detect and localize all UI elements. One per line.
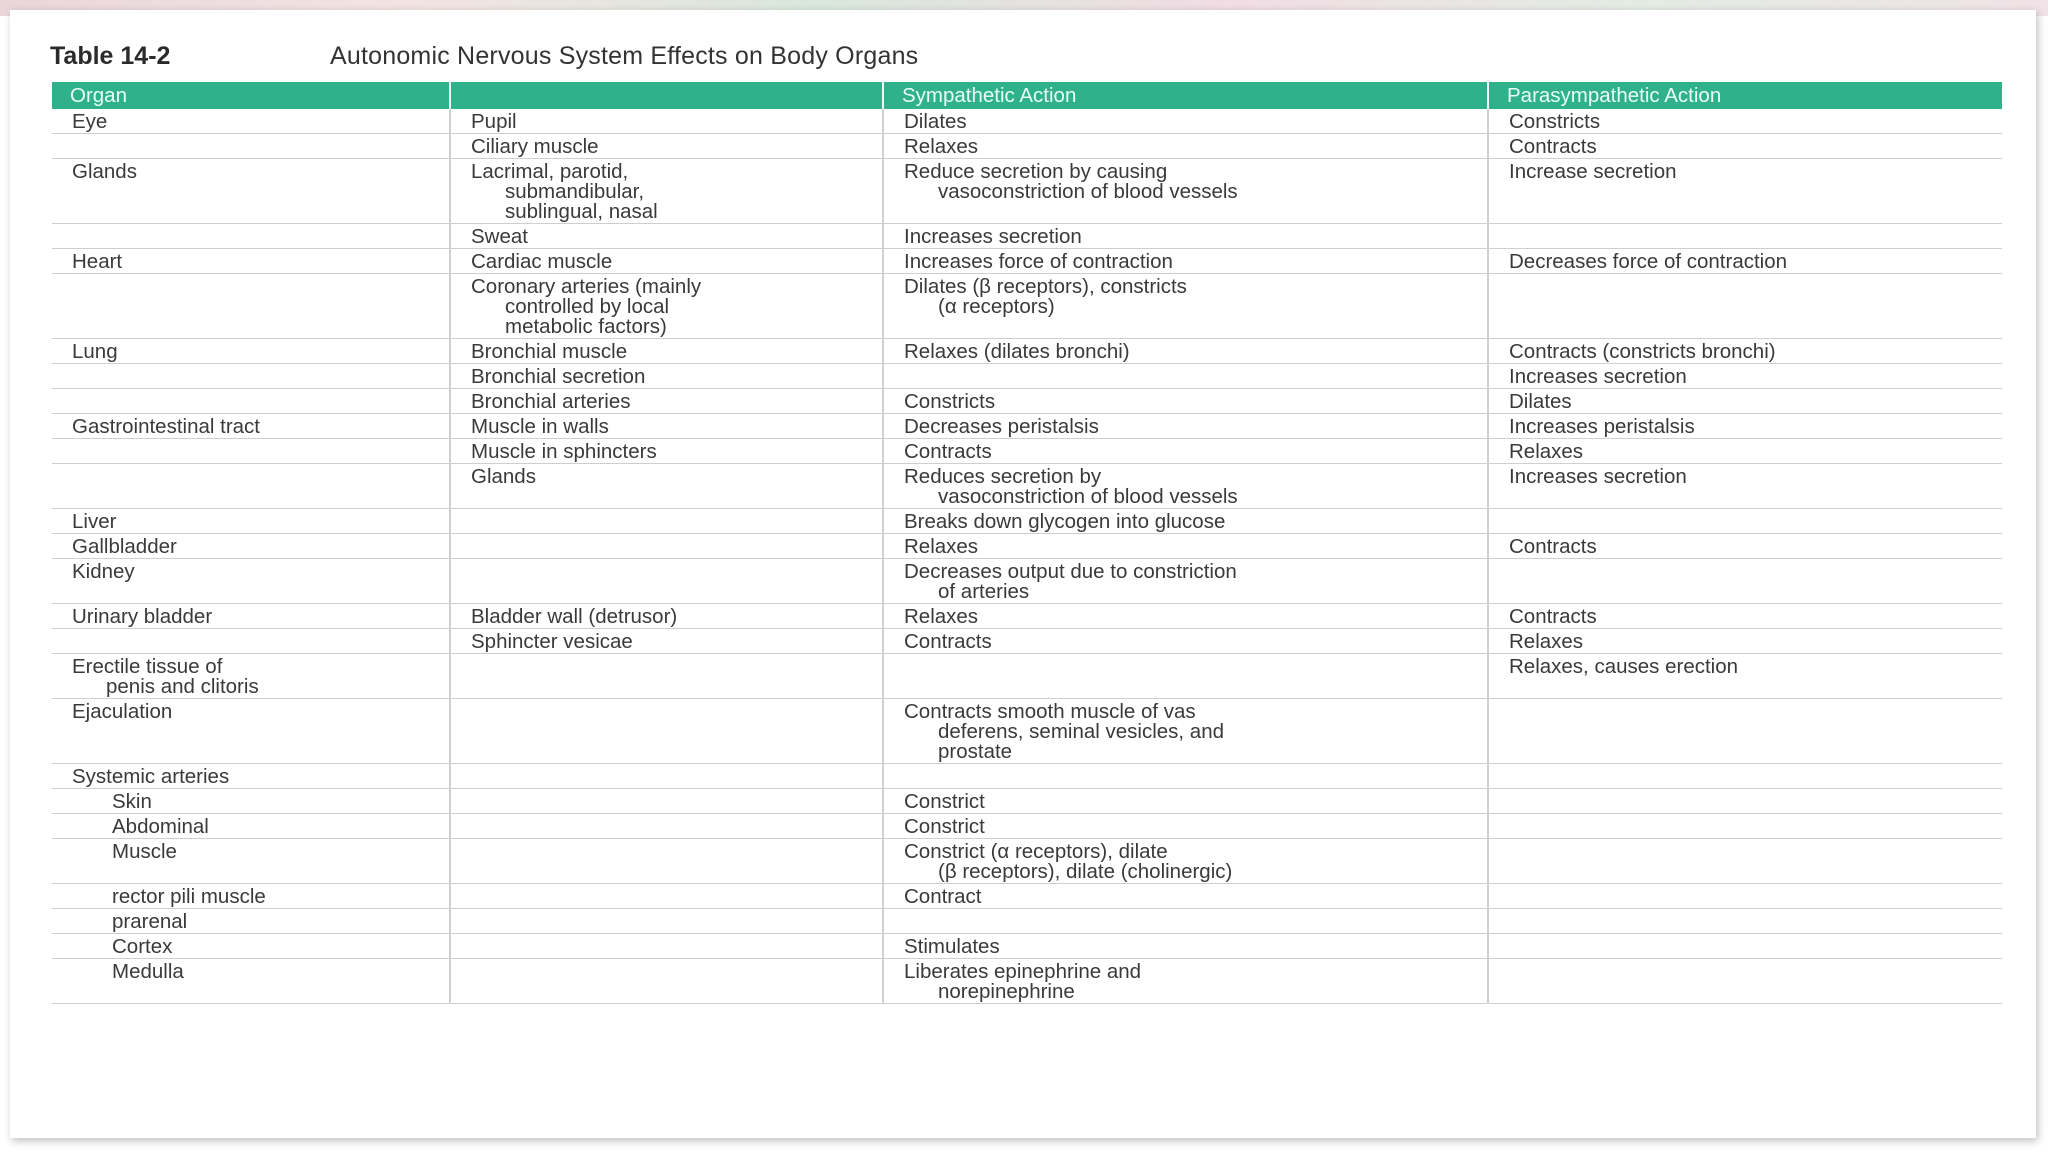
cell-structure [450,509,883,534]
table-row [52,414,2002,439]
cell-sympathetic [883,654,1488,699]
cell-sympathetic [883,364,1488,389]
table-row [52,364,2002,389]
cell-structure [450,934,883,959]
table-row [52,884,2002,909]
cell-organ: Systemic arteries [52,764,450,789]
cell-parasympathetic [1488,839,2002,884]
cell-sympathetic [883,764,1488,789]
cell-parasympathetic: Increases peristalsis [1488,414,2002,439]
cell-organ: Heart [52,249,450,274]
cell-structure: Cardiac muscle [450,249,883,274]
cell-organ: Cortex [52,934,450,959]
table-row [52,439,2002,464]
cell-parasympathetic: Constricts [1488,109,2002,134]
cell-sympathetic: Increases force of contraction [883,249,1488,274]
cell-sympathetic: Contract [883,884,1488,909]
cell-sympathetic: Relaxes [883,134,1488,159]
cell-sympathetic: Constricts [883,389,1488,414]
table-row [52,604,2002,629]
cell-organ: rector pili muscle [52,884,450,909]
cell-sympathetic: Breaks down glycogen into glucose [883,509,1488,534]
table-row [52,764,2002,789]
cell-sympathetic: Reduce secretion by causing vasoconstriction of blood vessels [883,159,1488,224]
cell-organ: Glands [52,159,450,224]
cell-sympathetic: Constrict (α receptors), dilate (β receptors), dilate (cholinergic) [883,839,1488,884]
table-row [52,134,2002,159]
cell-structure: Glands [450,464,883,509]
cell-parasympathetic [1488,509,2002,534]
cell-structure [450,814,883,839]
table-row [52,934,2002,959]
table-header-row [52,82,2002,109]
cell-structure: Pupil [450,109,883,134]
table-row [52,249,2002,274]
table-caption [50,42,918,70]
cell-organ: Erectile tissue of penis and clitoris [52,654,450,699]
cell-sympathetic: Liberates epinephrine and norepinephrine [883,959,1488,1004]
table-row [52,464,2002,509]
cell-sympathetic: Reduces secretion by vasoconstriction of blood vessels [883,464,1488,509]
cell-sympathetic: Dilates [883,109,1488,134]
cell-parasympathetic [1488,934,2002,959]
cell-structure: Sweat [450,224,883,249]
cell-sympathetic: Contracts [883,629,1488,654]
table-row [52,654,2002,699]
header-structure [450,82,883,109]
cell-organ [52,134,450,159]
table-title: Autonomic Nervous System Effects on Body Organs [330,41,919,70]
cell-organ [52,224,450,249]
cell-structure [450,764,883,789]
cell-sympathetic: Stimulates [883,934,1488,959]
header-sympathetic: Sympathetic Action [883,82,1488,109]
cell-sympathetic: Relaxes (dilates bronchi) [883,339,1488,364]
cell-parasympathetic: Decreases force of contraction [1488,249,2002,274]
table-row [52,389,2002,414]
table-row [52,509,2002,534]
cell-organ [52,274,450,339]
cell-parasympathetic: Increases secretion [1488,364,2002,389]
cell-structure [450,654,883,699]
table-row [52,909,2002,934]
cell-organ [52,464,450,509]
cell-parasympathetic [1488,699,2002,764]
header-organ: Organ [52,82,450,109]
cell-parasympathetic: Increases secretion [1488,464,2002,509]
cell-structure: Coronary arteries (mainly controlled by local metabolic factors) [450,274,883,339]
cell-parasympathetic: Relaxes [1488,629,2002,654]
table-row [52,839,2002,884]
cell-sympathetic: Relaxes [883,534,1488,559]
cell-parasympathetic [1488,274,2002,339]
table-row [52,789,2002,814]
cell-structure [450,789,883,814]
cell-parasympathetic: Contracts (constricts bronchi) [1488,339,2002,364]
cell-organ: Kidney [52,559,450,604]
cell-organ: Urinary bladder [52,604,450,629]
cell-organ [52,439,450,464]
table-row [52,534,2002,559]
cell-organ: Eye [52,109,450,134]
cell-parasympathetic [1488,789,2002,814]
cell-organ: Lung [52,339,450,364]
table-row [52,224,2002,249]
document-page [10,10,2036,1138]
cell-structure: Sphincter vesicae [450,629,883,654]
table-row [52,274,2002,339]
table-number: Table 14-2 [50,41,171,70]
cell-parasympathetic [1488,814,2002,839]
cell-sympathetic: Decreases peristalsis [883,414,1488,439]
table-body [52,109,2002,1004]
table-row [52,339,2002,364]
table-row [52,109,2002,134]
cell-sympathetic: Relaxes [883,604,1488,629]
cell-organ: Medulla [52,959,450,1004]
cell-organ: Liver [52,509,450,534]
cell-sympathetic: Dilates (β receptors), constricts (α receptors) [883,274,1488,339]
cell-sympathetic: Constrict [883,789,1488,814]
cell-parasympathetic: Increase secretion [1488,159,2002,224]
header-parasympathetic: Parasympathetic Action [1488,82,2002,109]
table-row [52,159,2002,224]
cell-sympathetic: Contracts [883,439,1488,464]
cell-structure: Bladder wall (detrusor) [450,604,883,629]
cell-organ: Gastrointestinal tract [52,414,450,439]
cell-structure: Ciliary muscle [450,134,883,159]
cell-sympathetic: Contracts smooth muscle of vas deferens, seminal vesicles, and prostate [883,699,1488,764]
cell-sympathetic [883,909,1488,934]
cell-organ: Gallbladder [52,534,450,559]
table-row [52,959,2002,1004]
cell-parasympathetic [1488,909,2002,934]
cell-parasympathetic [1488,764,2002,789]
cell-parasympathetic: Contracts [1488,604,2002,629]
cell-structure: Bronchial muscle [450,339,883,364]
cell-parasympathetic [1488,884,2002,909]
cell-parasympathetic [1488,559,2002,604]
cell-structure [450,909,883,934]
cell-parasympathetic [1488,959,2002,1004]
cell-parasympathetic: Relaxes [1488,439,2002,464]
table-row [52,629,2002,654]
cell-organ [52,389,450,414]
cell-sympathetic: Constrict [883,814,1488,839]
cell-structure: Lacrimal, parotid, submandibular, sublingual, nasal [450,159,883,224]
table-row [52,814,2002,839]
cell-parasympathetic: Relaxes, causes erection [1488,654,2002,699]
cell-organ: Muscle [52,839,450,884]
cell-structure [450,839,883,884]
table-row [52,559,2002,604]
cell-organ: prarenal [52,909,450,934]
cell-structure [450,959,883,1004]
cell-organ: Skin [52,789,450,814]
cell-parasympathetic: Contracts [1488,134,2002,159]
autonomic-effects-table [52,82,2002,1004]
cell-structure [450,534,883,559]
cell-parasympathetic [1488,224,2002,249]
cell-sympathetic: Decreases output due to constriction of arteries [883,559,1488,604]
cell-structure: Muscle in walls [450,414,883,439]
cell-structure: Muscle in sphincters [450,439,883,464]
cell-sympathetic: Increases secretion [883,224,1488,249]
cell-structure [450,559,883,604]
cell-parasympathetic: Contracts [1488,534,2002,559]
cell-structure [450,699,883,764]
cell-organ: Ejaculation [52,699,450,764]
cell-organ [52,364,450,389]
cell-organ [52,629,450,654]
cell-parasympathetic: Dilates [1488,389,2002,414]
cell-structure: Bronchial secretion [450,364,883,389]
cell-organ: Abdominal [52,814,450,839]
table-row [52,699,2002,764]
cell-structure [450,884,883,909]
cell-structure: Bronchial arteries [450,389,883,414]
